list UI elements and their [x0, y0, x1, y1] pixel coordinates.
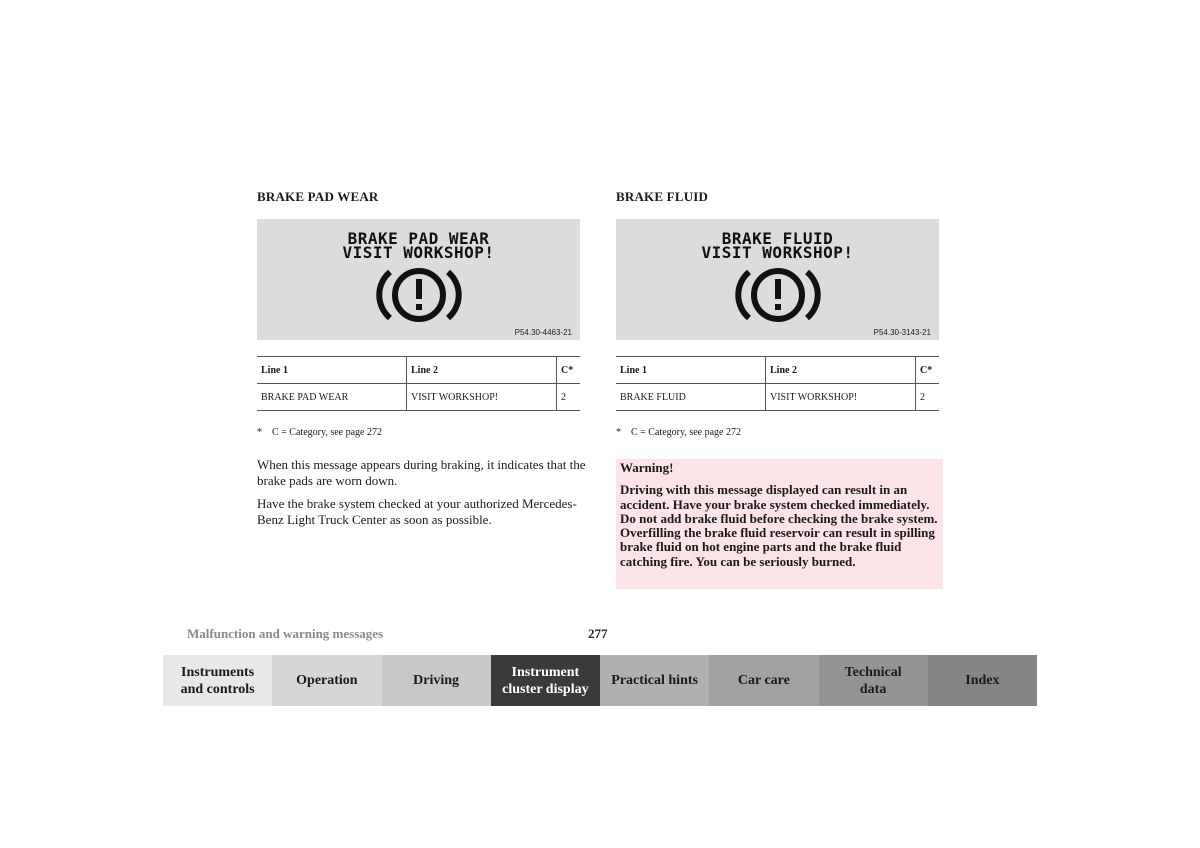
warning-title: Warning! — [620, 460, 674, 475]
tab-label: Index — [965, 673, 1000, 688]
footnote-text: C = Category, see page 272 — [272, 427, 382, 438]
display-line-1: BRAKE FLUID — [721, 229, 834, 248]
table-header-row — [616, 357, 939, 384]
table-cell: VISIT WORKSHOP! — [407, 384, 557, 411]
warning-box — [616, 459, 943, 589]
table-cell: 2 — [916, 384, 940, 411]
table-cell: 2 — [557, 384, 581, 411]
table-row — [616, 384, 939, 411]
warning-text: Driving with this message displayed can result in an accident. Have your brake system checked immediately. Do not add brake fluid before checking the brake system. Overfilling the brake fluid reservoir can result in spilling brake fluid on hot engine parts and the brake fluid catching fire. You can be seriously burned. — [620, 482, 938, 569]
tab-operation[interactable] — [272, 655, 381, 706]
tab-driving[interactable] — [382, 655, 491, 706]
display-illustration — [257, 219, 580, 340]
paragraph: When this message appears during braking, it indicates that the brake pads are worn down. — [257, 457, 586, 488]
display-illustration — [616, 219, 939, 340]
tab-instruments-and-controls[interactable] — [163, 655, 272, 706]
table-header: Line 2 — [766, 357, 916, 384]
brake-warning-icon — [376, 264, 462, 326]
table-header: Line 1 — [616, 357, 766, 384]
footnote — [257, 427, 581, 439]
message-table — [257, 356, 580, 411]
tab-label: Practical hints — [611, 673, 698, 688]
brake-fluid-section — [616, 190, 940, 439]
tab-label: Instrument cluster display — [502, 664, 589, 697]
section-title: BRAKE FLUID — [616, 189, 709, 204]
footnote-marker: * — [257, 427, 262, 438]
display-line-2: VISIT WORKSHOP! — [342, 243, 495, 262]
paragraph: Have the brake system checked at your authorized Mercedes-Benz Light Truck Center as soon as possible. — [257, 496, 577, 527]
footnote-marker: * — [616, 427, 621, 438]
display-line-1: BRAKE PAD WEAR — [347, 229, 490, 248]
message-table — [616, 356, 939, 411]
brake-warning-icon — [735, 264, 821, 326]
brake-pad-wear-section — [257, 189, 586, 535]
tab-label: Technical data — [844, 664, 902, 697]
tab-label: Instruments and controls — [180, 664, 255, 697]
tab-car-care[interactable] — [709, 655, 818, 706]
table-header: C* — [557, 357, 581, 384]
tab-label: Car care — [737, 673, 790, 688]
table-row — [257, 384, 580, 411]
figure-reference: P54.30-4463-21 — [514, 328, 572, 337]
tab-label: Driving — [413, 673, 460, 688]
table-cell: BRAKE PAD WEAR — [257, 384, 407, 411]
tab-instrument-cluster-display[interactable] — [491, 655, 600, 706]
chapter-label: Malfunction and warning messages — [187, 626, 384, 641]
footnote — [616, 427, 940, 439]
chapter-tabs — [163, 655, 1037, 706]
table-header-row — [257, 357, 580, 384]
figure-reference: P54.30-3143-21 — [873, 328, 931, 337]
page-number: 277 — [588, 626, 608, 641]
table-cell: VISIT WORKSHOP! — [766, 384, 916, 411]
display-line-2: VISIT WORKSHOP! — [701, 243, 854, 262]
footnote-text: C = Category, see page 272 — [631, 427, 741, 438]
table-header: Line 1 — [257, 357, 407, 384]
tab-practical-hints[interactable] — [600, 655, 709, 706]
tab-label: Operation — [296, 673, 358, 688]
table-cell: BRAKE FLUID — [616, 384, 766, 411]
tab-technical-data[interactable] — [819, 655, 928, 706]
tab-index[interactable] — [928, 655, 1037, 706]
section-title: BRAKE PAD WEAR — [257, 189, 379, 204]
body-text — [257, 457, 587, 528]
table-header: C* — [916, 357, 940, 384]
table-header: Line 2 — [407, 357, 557, 384]
